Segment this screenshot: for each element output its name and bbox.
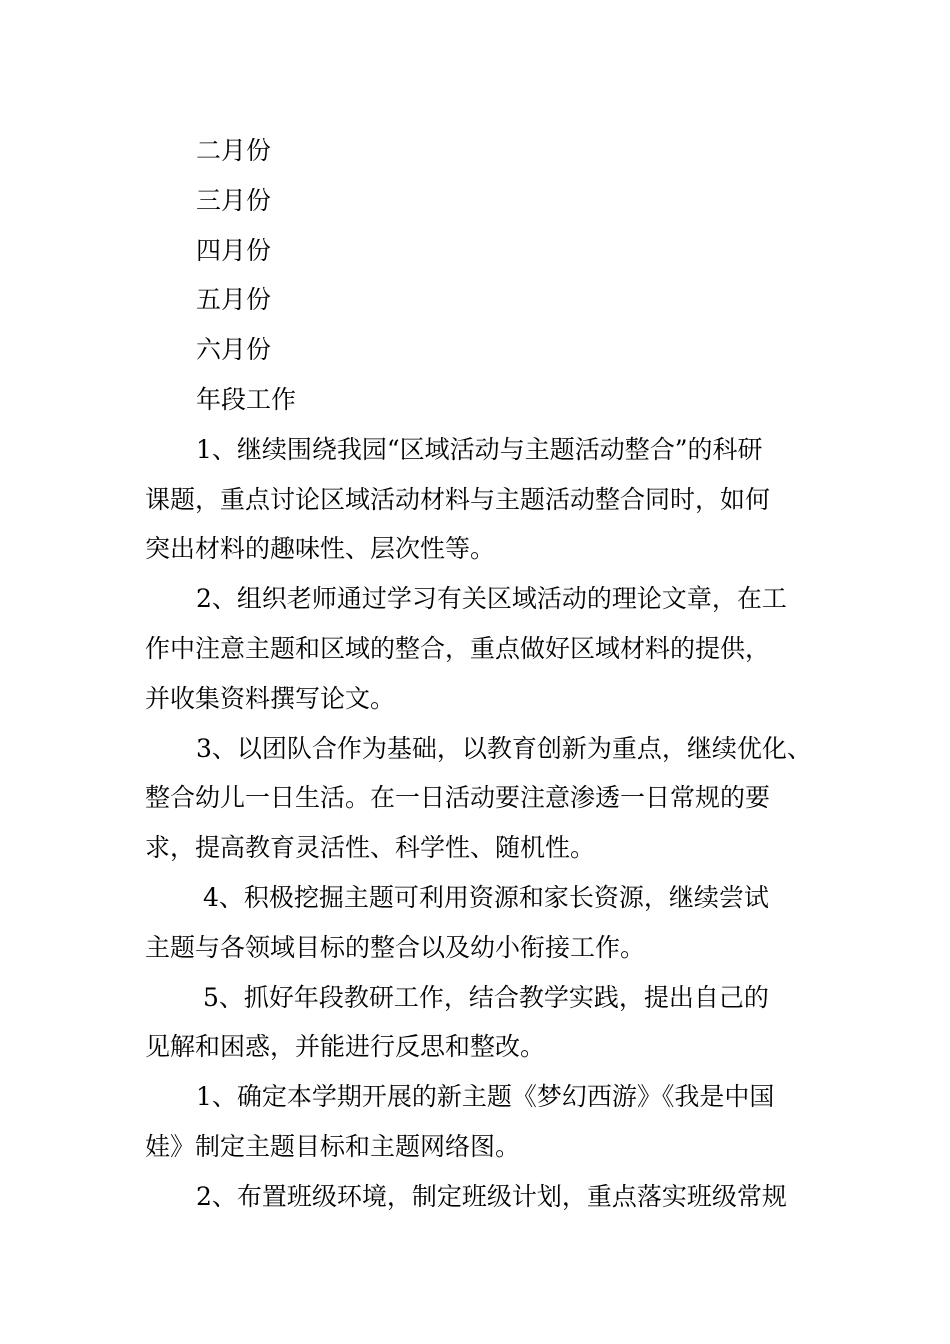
paragraph-line: 突出材料的趣味性、层次性等。 xyxy=(145,534,496,564)
paragraph-line: 课题，重点讨论区域活动材料与主题活动整合同时，如何 xyxy=(145,484,771,514)
paragraph-line: 作中注意主题和区域的整合，重点做好区域材料的提供， xyxy=(145,633,771,663)
paragraph-line: 主题与各领域目标的整合以及幼小衔接工作。 xyxy=(145,932,646,962)
document-body xyxy=(145,126,835,1222)
month-heading-may: 五月份 xyxy=(196,285,272,315)
paragraph-line: 1、确定本学期开展的新主题《梦幻西游》《我是中国 xyxy=(196,1082,775,1112)
month-heading-mar: 三月份 xyxy=(196,185,272,215)
paragraph-line: 整合幼儿一日生活。在一日活动要注意渗透一日常规的要 xyxy=(145,783,771,813)
paragraph-line: 2、组织老师通过学习有关区域活动的理论文章，在工 xyxy=(196,584,787,614)
paragraph-line: 1、继续围绕我园“区域活动与主题活动整合”的科研 xyxy=(196,434,763,464)
paragraph-line: 5、抓好年段教研工作，结合教学实践，提出自己的 xyxy=(203,982,769,1012)
paragraph-line: 并收集资料撰写论文。 xyxy=(145,683,396,713)
paragraph-line: 见解和困惑，并能进行反思和整改。 xyxy=(145,1032,546,1062)
paragraph-line: 娃》制定主题目标和主题网络图。 xyxy=(145,1131,521,1161)
paragraph-line: 2、布置班级环境，制定班级计划，重点落实班级常规 xyxy=(196,1181,787,1211)
section-heading-grade-work: 年段工作 xyxy=(196,384,297,414)
month-heading-jun: 六月份 xyxy=(196,335,272,365)
month-heading-feb: 二月份 xyxy=(196,136,272,165)
month-heading-apr: 四月份 xyxy=(196,235,272,265)
paragraph-line: 求，提高教育灵活性、科学性、随机性。 xyxy=(145,833,596,863)
paragraph-line: 4、积极挖掘主题可利用资源和家长资源，继续尝试 xyxy=(203,882,769,912)
paragraph-line: 3、以团队合作为基础，以教育创新为重点，继续优化、 xyxy=(196,733,812,763)
